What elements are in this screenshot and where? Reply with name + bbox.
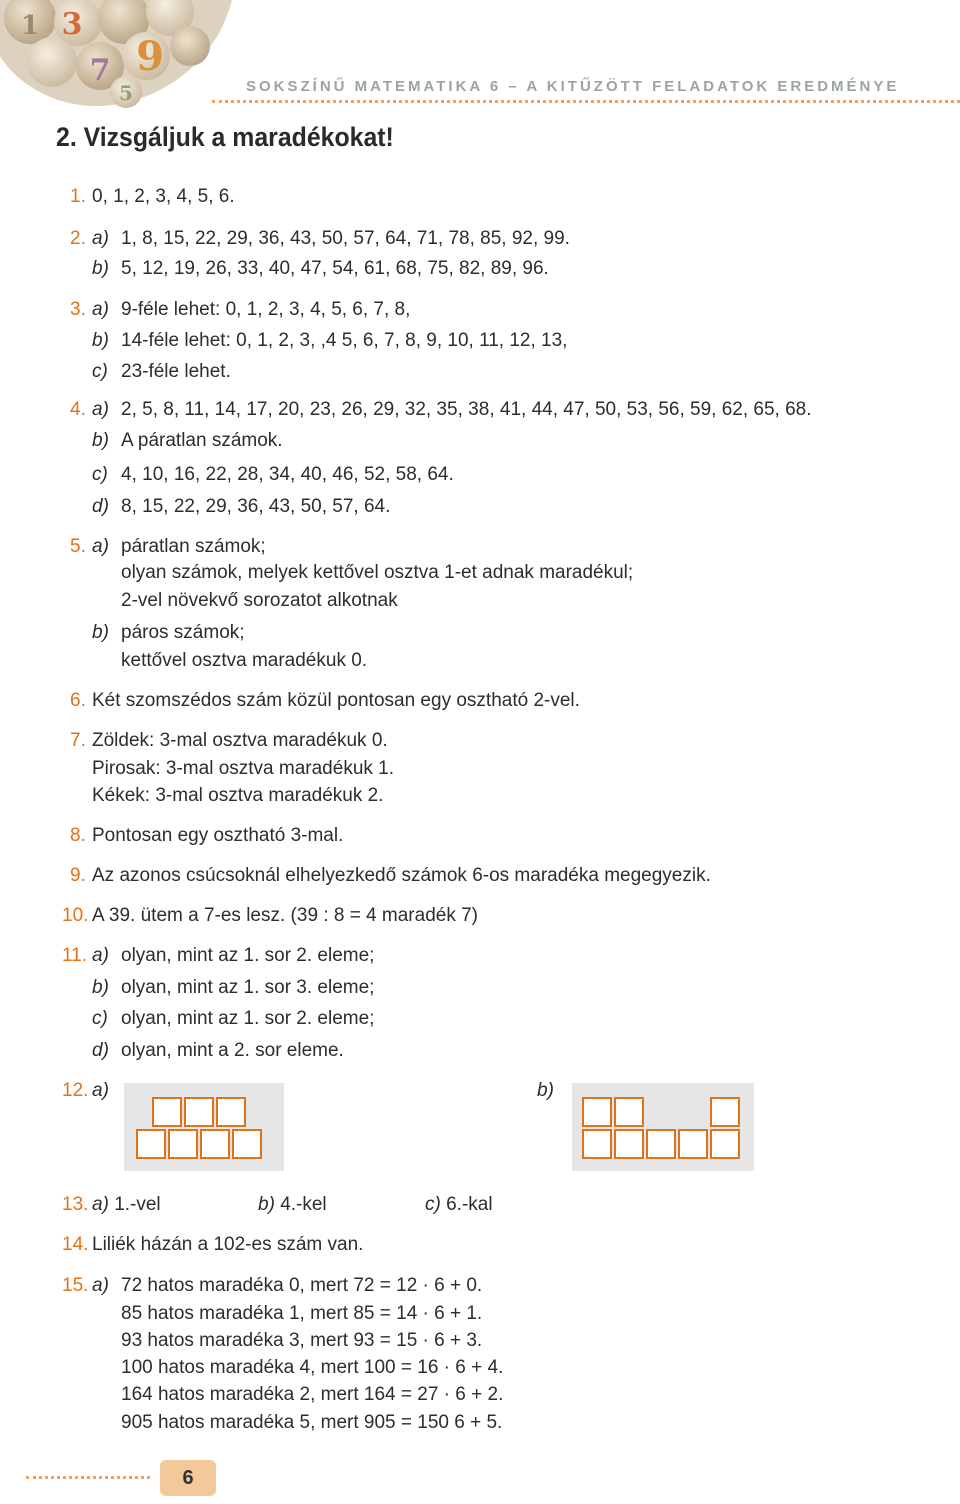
tile bbox=[678, 1129, 708, 1159]
answer-text: 9-féle lehet: 0, 1, 2, 3, 4, 5, 6, 7, 8, bbox=[121, 299, 411, 320]
answer-text: 8, 15, 22, 29, 36, 43, 50, 57, 64. bbox=[121, 496, 391, 517]
answer-text: Kékek: 3-mal osztva maradékuk 2. bbox=[92, 785, 384, 806]
answer-text: 72 hatos maradéka 0, mert 72 = 12 · 6 + 0. bbox=[121, 1275, 483, 1296]
part-label: b) bbox=[92, 977, 109, 998]
tile bbox=[216, 1097, 246, 1127]
tile bbox=[582, 1129, 612, 1159]
answer-text: 5, 12, 19, 26, 33, 40, 47, 54, 61, 68, 75, 82, 89, 96. bbox=[121, 258, 549, 279]
part-text: 6.-kal bbox=[446, 1194, 493, 1215]
part-label: b) bbox=[92, 430, 109, 451]
answer-text: 100 hatos maradéka 4, mert 100 = 16 · 6 + 4. bbox=[121, 1357, 504, 1378]
logo-digit: 7 bbox=[89, 53, 111, 88]
part-label: a) bbox=[92, 299, 109, 320]
header-divider bbox=[212, 100, 960, 103]
part-label: b) bbox=[258, 1194, 275, 1215]
part-label: a) bbox=[92, 536, 109, 557]
answer-text: olyan, mint az 1. sor 2. eleme; bbox=[121, 945, 375, 966]
answer-text: 2-vel növekvő sorozatot alkotnak bbox=[121, 590, 398, 611]
part-label: a) bbox=[92, 399, 109, 420]
item-number: 14. bbox=[62, 1234, 89, 1255]
item-number: 8. bbox=[70, 825, 86, 846]
answer-text: 0, 1, 2, 3, 4, 5, 6. bbox=[92, 186, 235, 207]
answer-text: A 39. ütem a 7-es lesz. (39 : 8 = 4 maradék 7) bbox=[92, 905, 479, 926]
item-number: 9. bbox=[70, 865, 86, 886]
answer-text: 1, 8, 15, 22, 29, 36, 43, 50, 57, 64, 71, 78, 85, 92, 99. bbox=[121, 228, 570, 249]
tile bbox=[710, 1129, 740, 1159]
tile bbox=[232, 1129, 262, 1159]
item-number: 12. bbox=[62, 1080, 89, 1101]
part-label: c) bbox=[92, 1008, 108, 1029]
answer-text: 905 hatos maradéka 5, mert 905 = 150 6 + 5. bbox=[121, 1412, 503, 1433]
part-label: d) bbox=[92, 496, 109, 517]
part-label: d) bbox=[92, 1040, 109, 1061]
item-13-part-b bbox=[258, 1194, 327, 1216]
logo-digit: 5 bbox=[119, 81, 133, 105]
tile bbox=[646, 1129, 676, 1159]
logo-digit: 1 bbox=[20, 11, 40, 41]
logo-digit: 3 bbox=[61, 7, 83, 42]
answer-text: olyan, mint a 2. sor eleme. bbox=[121, 1040, 344, 1061]
tile bbox=[582, 1097, 612, 1127]
item-number: 10. bbox=[62, 905, 89, 926]
part-label: a) bbox=[92, 1194, 109, 1215]
answer-text: A páratlan számok. bbox=[121, 430, 283, 451]
answer-text: 93 hatos maradéka 3, mert 93 = 15 · 6 + 3. bbox=[121, 1330, 483, 1351]
answer-text: 14-féle lehet: 0, 1, 2, 3, ,4 5, 6, 7, 8, 9, 10, 11, 12, 13, bbox=[121, 330, 568, 351]
answer-text: 4, 10, 16, 22, 28, 34, 40, 46, 52, 58, 64. bbox=[121, 464, 454, 485]
part-label: a) bbox=[92, 1275, 109, 1296]
answer-text: Az azonos csúcsoknál elhelyezkedő számok 6-os maradéka megegyezik. bbox=[92, 865, 711, 886]
answer-text: Liliék házán a 102-es szám van. bbox=[92, 1234, 364, 1255]
logo-number-balls bbox=[0, 0, 232, 112]
tile-figure-a bbox=[124, 1083, 284, 1171]
item-number: 4. bbox=[70, 399, 86, 420]
header-title: SOKSZÍNŰ MATEMATIKA 6 – A KITŰZÖTT FELADATOK EREDMÉNYE bbox=[246, 78, 900, 95]
part-label: c) bbox=[92, 464, 108, 485]
item-number: 11. bbox=[62, 945, 88, 966]
item-number: 7. bbox=[70, 730, 86, 751]
answer-text: 23-féle lehet. bbox=[121, 361, 231, 382]
answer-text: olyan számok, melyek kettővel osztva 1-et adnak maradékul; bbox=[121, 562, 634, 583]
part-label: a) bbox=[92, 228, 109, 249]
part-label: c) bbox=[92, 361, 108, 382]
part-label: b) bbox=[92, 622, 109, 643]
item-number: 3. bbox=[70, 299, 86, 320]
tile bbox=[614, 1097, 644, 1127]
part-label: b) bbox=[92, 330, 109, 351]
part-label: b) bbox=[92, 258, 109, 279]
item-12-b-label: b) bbox=[537, 1080, 554, 1101]
tile bbox=[200, 1129, 230, 1159]
item-number: 15. bbox=[62, 1275, 89, 1296]
answer-text: olyan, mint az 1. sor 3. eleme; bbox=[121, 977, 375, 998]
footer-divider bbox=[26, 1476, 150, 1479]
answer-text: 164 hatos maradéka 2, mert 164 = 27 · 6 + 2. bbox=[121, 1384, 504, 1405]
item-13-part-a bbox=[92, 1194, 161, 1216]
answer-text: kettővel osztva maradékuk 0. bbox=[121, 650, 368, 671]
part-label: a) bbox=[92, 1080, 109, 1101]
answer-text: Pirosak: 3-mal osztva maradékuk 1. bbox=[92, 758, 395, 779]
answer-text: 2, 5, 8, 11, 14, 17, 20, 23, 26, 29, 32, 35, 38, 41, 44, 47, 50, 53, 56, 59, 62, 65, 68. bbox=[121, 399, 812, 420]
answer-text: páratlan számok; bbox=[121, 536, 266, 557]
item-number: 1. bbox=[70, 186, 86, 207]
answer-text: olyan, mint az 1. sor 2. eleme; bbox=[121, 1008, 375, 1029]
answer-text: Zöldek: 3-mal osztva maradékuk 0. bbox=[92, 730, 388, 751]
answer-text: páros számok; bbox=[121, 622, 245, 643]
item-13-part-c bbox=[425, 1194, 493, 1216]
tile bbox=[614, 1129, 644, 1159]
logo-digit: 9 bbox=[136, 33, 164, 80]
tile bbox=[152, 1097, 182, 1127]
tile bbox=[168, 1129, 198, 1159]
part-text: 1.-vel bbox=[114, 1194, 161, 1215]
part-label: a) bbox=[92, 945, 109, 966]
answer-text: Pontosan egy osztható 3-mal. bbox=[92, 825, 344, 846]
tile bbox=[184, 1097, 214, 1127]
tile-figure-b bbox=[572, 1083, 754, 1171]
tile bbox=[710, 1097, 740, 1127]
answer-text: Két szomszédos szám közül pontosan egy osztható 2-vel. bbox=[92, 690, 580, 711]
section-title: 2. Vizsgáljuk a maradékokat! bbox=[56, 122, 394, 152]
item-13-number: 13. bbox=[62, 1194, 89, 1215]
page-number-badge: 6 bbox=[160, 1460, 216, 1496]
item-number: 2. bbox=[70, 228, 86, 249]
answer-text: 85 hatos maradéka 1, mert 85 = 14 · 6 + 1. bbox=[121, 1303, 483, 1324]
tile bbox=[136, 1129, 166, 1159]
item-number: 6. bbox=[70, 690, 86, 711]
part-text: 4.-kel bbox=[280, 1194, 327, 1215]
part-label: c) bbox=[425, 1194, 441, 1215]
item-number: 5. bbox=[70, 536, 86, 557]
